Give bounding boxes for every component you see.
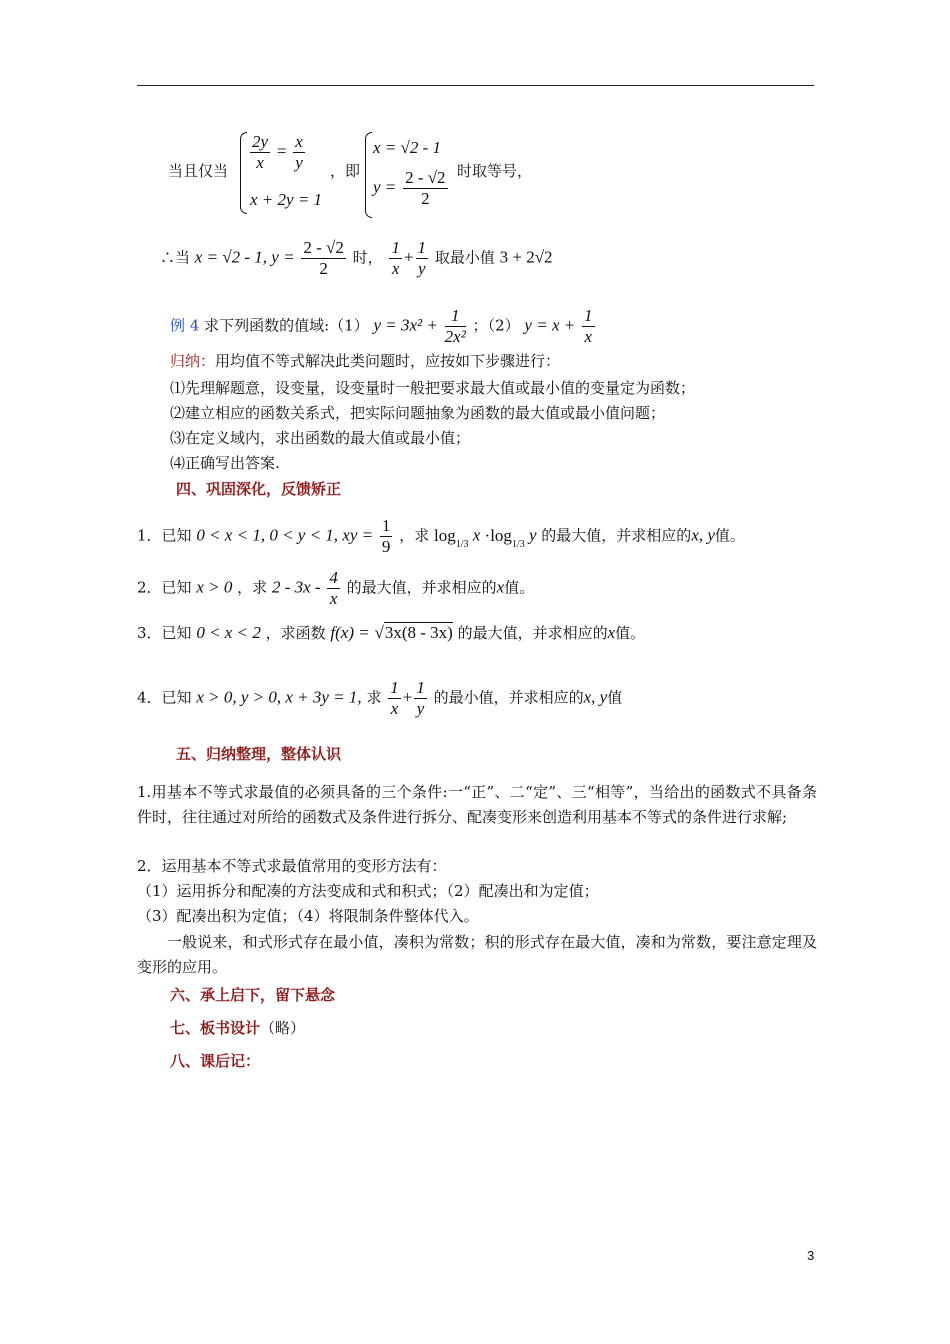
summary-step-3: ⑶在定义域内，求出函数的最大值或最小值； (170, 429, 471, 447)
section-8-heading: 八、课后记： (170, 1052, 261, 1070)
system2-eq2: y = $\frac{2 - √2}{2}$ (373, 168, 446, 208)
page-number: 3 (807, 1248, 815, 1263)
example-label: 例 4 (170, 316, 200, 335)
system2-eq1: x = √2 - 1 (373, 138, 442, 157)
summary2-p5: 一般说来，和式形式存在最小值，凑积为常数；积的形式存在最大值，凑和为常数，要注意定理及变形的应用。 (137, 933, 817, 976)
exercise-3: 3．已知 0 < x < 2 ，求函数 f(x) = √3x(8 - 3x) 的最大值，并求相应的x值。 (137, 623, 646, 642)
exercise-4: 4．已知 x > 0, y > 0, x + 3y = 1, 求 $\frac{1}{x}$ + $\frac{1}{y}$ 的最小值，并求相应的x, y值 (137, 678, 623, 718)
header-rule (137, 85, 814, 86)
summary-step-2: ⑵建立相应的函数关系式，把实际问题抽象为函数的最大值或最小值问题； (170, 404, 666, 422)
summary-step-4: ⑷正确写出答案. (170, 454, 280, 472)
section-7-heading: 七、板书设计 (170, 1019, 261, 1037)
section-7-note: （略） (260, 1019, 306, 1037)
system2-brace (365, 132, 372, 218)
example-4: 例 4 求下列函数的值域:（1） y = 3x² + $\frac{1}{\text{2x²}}$ ；（2） y = x + $\frac{1}{x}$ (170, 306, 593, 346)
conclusion-line: ∴当 x = √2 - 1, y = $\frac{2 - √2}{2}$ 时， $\frac{1}{x}$ + $\frac{1}{y}$ 取最小值 3 + 2√2 (160, 238, 553, 278)
line1-mid: ，即 (330, 162, 361, 180)
summary2-p3: （1）运用拆分和配凑的方法变成和式和积式；（2）配凑出和为定值； (137, 882, 599, 900)
system1-eq2: x + 2y = 1 (250, 190, 323, 209)
line1-suffix: 时取等号， (457, 162, 533, 180)
summary-step-1: ⑴先理解题意，设变量，设变量时一般把要求最大值或最小值的变量定为函数； (170, 379, 696, 397)
exercise-1: 1．已知 0 < x < 1, 0 < y < 1, xy = $\frac{1}{9}$ ，求 $\log_{1/3} x \cdot\log_{1/3}$ y 的最大值，并求相应的x, y值。 (137, 516, 745, 556)
section-7-line (170, 1017, 305, 1038)
line1-prefix: 当且仅当 (168, 162, 229, 180)
summary2-p1: 1.用基本不等式求最值的必须具备的三个条件:一“正”、二“定”、三“相等”，当给出的函数式不具备条件时，往往通过对所给的函数式及条件进行拆分、配凑变形来创造利用基本不等式的条件进行求解; (137, 783, 817, 826)
system1-brace (240, 132, 247, 214)
summary2-p2: 2．运用基本不等式求最值常用的变形方法有： (137, 857, 447, 875)
equality-condition-line (168, 160, 228, 181)
system1-eq1: $\frac{2y}{x}$ = $\frac{x}{y}$ (252, 132, 303, 172)
summary2-p4: （3）配凑出积为定值；（4）将限制条件整体代入。 (137, 907, 479, 925)
exercise-2: 2．已知 x > 0 ，求 2 - 3x - $\frac{4}{x}$ 的最大值，并求相应的x值。 (137, 568, 535, 608)
summary-heading: 归纳：用均值不等式解决此类问题时，应按如下步骤进行： (170, 352, 561, 370)
section-6-heading: 六、承上启下，留下悬念 (170, 986, 336, 1004)
section-5-heading: 五、归纳整理，整体认识 (176, 745, 342, 763)
section-4-heading: 四、巩固深化，反馈矫正 (176, 480, 342, 498)
